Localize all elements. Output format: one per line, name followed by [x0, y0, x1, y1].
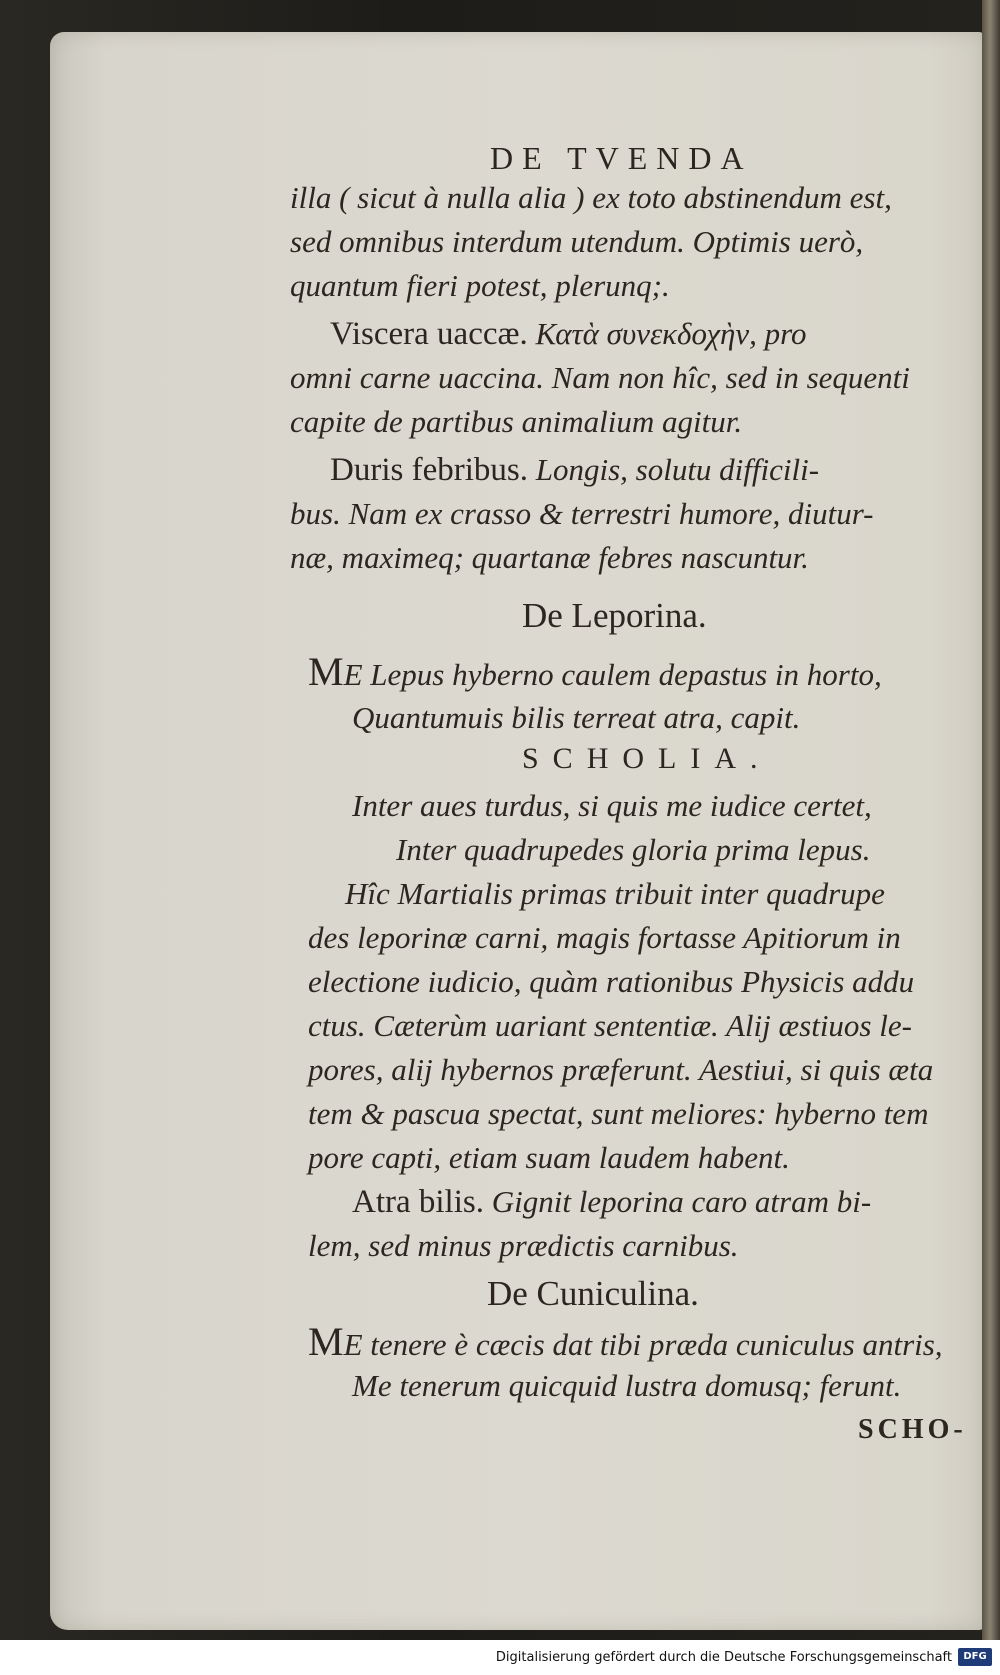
- verse-text: E tenere è cæcis dat tibi præda cuniculus antris,: [343, 1327, 943, 1362]
- verse-line: Me tenerum quicquid lustra domusq; ferunt.: [352, 1368, 902, 1403]
- section-heading-leporina: De Leporina.: [522, 596, 707, 635]
- text-line: ctus. Cæterùm uariant sententiæ. Alij æstiuos le-: [308, 1008, 912, 1043]
- atra-gloss: Gignit leporina caro atram bi-: [491, 1184, 872, 1219]
- viscera-line: [330, 318, 807, 351]
- text-line: omni carne uaccina. Nam non hîc, sed in sequenti: [290, 360, 910, 395]
- duris-line: [330, 454, 819, 487]
- text-line: bus. Nam ex crasso & terrestri humore, diutur-: [290, 496, 874, 531]
- text-line: pores, alij hybernos præferunt. Aestiui, si quis æta: [308, 1052, 934, 1087]
- quote-line: Inter aues turdus, si quis me iudice certet,: [352, 788, 872, 823]
- lemma-viscera: Viscera uaccæ.: [330, 316, 528, 352]
- text-line: næ, maximeq; quartanæ febres nascuntur.: [290, 540, 809, 575]
- text-line: capite de partibus animalium agitur.: [290, 404, 743, 439]
- verse-line: [308, 649, 882, 694]
- duris-gloss: Longis, solutu difficili-: [535, 452, 820, 487]
- text-line: quantum fieri potest, plerunq;.: [290, 268, 670, 303]
- initial-letter: M: [308, 649, 344, 694]
- text-line: pore capti, etiam suam laudem habent.: [308, 1140, 790, 1175]
- text-line: des leporinæ carni, magis fortasse Apitiorum in: [308, 920, 901, 955]
- initial-letter: M: [308, 1319, 344, 1364]
- catchword: SCHO-: [858, 1414, 967, 1445]
- lemma-duris: Duris febribus.: [330, 452, 528, 488]
- dfg-logo-icon: DFG: [958, 1648, 992, 1666]
- footer-bar: [0, 1640, 1000, 1675]
- scholia-label: SCHOLIA.: [522, 742, 772, 775]
- verse-line: Quantumuis bilis terreat atra, capit.: [352, 700, 801, 735]
- lemma-atra: Atra bilis.: [352, 1184, 484, 1220]
- text-line: sed omnibus interdum utendum. Optimis uerò,: [290, 224, 864, 259]
- text-line: tem & pascua spectat, sunt meliores: hyberno tem: [308, 1096, 929, 1131]
- text-line: illa ( sicut à nulla alia ) ex toto abstinendum est,: [290, 180, 892, 215]
- text-line: Hîc Martialis primas tribuit inter quadrupe: [345, 876, 885, 911]
- running-head: DE TVENDA: [490, 140, 753, 176]
- quote-line: Inter quadrupedes gloria prima lepus.: [396, 832, 871, 867]
- text-line: lem, sed minus prædictis carnibus.: [308, 1228, 739, 1263]
- verse-line: [308, 1319, 943, 1364]
- page-edge: [982, 0, 1000, 1640]
- section-heading-cuniculina: De Cuniculina.: [487, 1274, 699, 1313]
- verse-text: E Lepus hyberno caulem depastus in horto,: [343, 657, 882, 692]
- atra-line: [352, 1186, 871, 1219]
- greek-gloss: Κατὰ συνεκδοχὴν, pro: [535, 316, 807, 351]
- text-line: electione iudicio, quàm rationibus Physicis addu: [308, 964, 915, 999]
- funding-credit: Digitalisierung gefördert durch die Deutsche Forschungsgemeinschaft: [495, 1650, 952, 1665]
